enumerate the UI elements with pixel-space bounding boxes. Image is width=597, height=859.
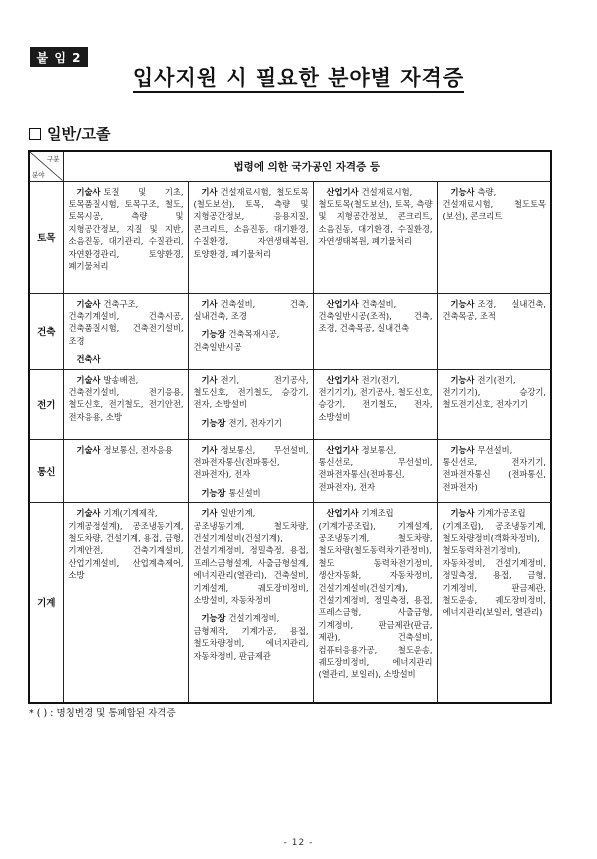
certificate-grade: 기사 <box>201 298 218 309</box>
certificate-grade: 기사 <box>201 374 218 385</box>
table-row <box>29 181 551 293</box>
certificate-list: 건축목재시공, 건축일반시공 <box>193 329 280 352</box>
table-row <box>29 503 551 703</box>
certificate-grade: 산업기사 <box>326 508 359 519</box>
certificate-group <box>194 374 309 411</box>
certificate-group <box>194 298 309 323</box>
certificate-grade: 기능장 <box>201 417 226 428</box>
header-corner-cell <box>29 151 63 181</box>
certificate-cell <box>63 439 188 503</box>
certificate-list: 건축설비, 건축일반시공(조적), 건축, 조경, 건축목공, 실내건축 <box>318 298 433 334</box>
table-row <box>29 439 551 503</box>
certificate-list: 발송배전, 건축전기설비, 전기응용, 철도신호, 전기철도, 전기안전, 전자응용, 소방 <box>68 374 184 422</box>
certificate-grade: 기능사 <box>450 444 475 455</box>
table-row <box>29 293 551 369</box>
certificate-group <box>194 444 309 481</box>
certificate-list: 건설재료시험, 철도토목(철도보선), 토목, 측량 및 지형공간정보, 응용지질, 콘크리트, 소음진동, 대기환경, 수질환경, 자연생태복원, 토양환경, 폐기물처리 <box>193 186 309 259</box>
table-row <box>29 369 551 439</box>
table-header-row <box>29 151 551 181</box>
certificate-list: 건설기계정비, 금형제작, 기계가공, 용접, 철도차량정비, 에너지관리, 자동차정비, 판금제관 <box>193 613 309 661</box>
certificate-grade: 기능장 <box>201 487 226 498</box>
header-title-cell: 법령에 의한 국가공인 자격증 등 <box>63 151 551 181</box>
field-cell: 토목 <box>29 181 63 293</box>
certificate-cell <box>63 369 188 439</box>
field-cell: 기계 <box>29 503 63 703</box>
certificate-list: 기계가공조립(기계조립), 공조냉동기계, 철도차량정비(객화차정비), 철도동력차전기정비), 자동차정비, 건설기계정비, 정밀측정, 용접, 금형, 기계정비, 판금제관, 철도운송, 궤도장비정비, 에너지관리(보일러, 열관리) <box>442 508 547 618</box>
certificate-list: 조경, 실내건축, 건축목공, 조적 <box>442 298 547 321</box>
certificate-cell <box>437 369 551 439</box>
section-label: 일반/고졸 <box>47 125 111 143</box>
certificate-group <box>194 328 309 353</box>
field-cell: 건축 <box>29 293 63 369</box>
certificate-grade: 산업기사 <box>326 298 359 309</box>
certificate-group <box>69 374 184 424</box>
field-cell: 통신 <box>29 439 63 503</box>
certificate-grade: 기사 <box>201 444 218 455</box>
certificate-group <box>319 444 433 494</box>
certificate-list: 기계조립(기계가공조립), 기계설계, 공조냉동기계, 철도차량, 철도차량(철도동력차기관정비), 철도 동력차전기정비, 생산자동화, 자동차정비, 건설기계설비(건설기계), 건설기계정비, 정밀측정, 용접, 프레스금형, 사출금형, 기계정비, 판금제관(판금, 제관), 건축설비, 컴퓨터응용가공, 철도운송, 궤도장비정비, 에너지관리(열관리, 보일러), 소방설비 <box>318 508 433 680</box>
certificate-group <box>319 298 433 335</box>
certificate-list: 통신설비 <box>228 487 261 498</box>
field-cell: 전기 <box>29 369 63 439</box>
certificate-table <box>28 150 552 704</box>
certificate-cell <box>313 503 437 703</box>
certificate-list: 일반기계, 공조냉동기계, 철도차량, 건설기계설비(건설기계), 건설기계정비, 정밀측정, 용접, 프레스금형설계, 사출금형설계, 에너지관리(열관리), 건축설비, 기계설계, 궤도장비정비, 소방설비, 자동차정비 <box>193 508 309 605</box>
certificate-list: 정보통신, 통신선로, 무선설비, 전파전자통신(전파통신, 전파전자), 전자 <box>318 444 433 492</box>
section-heading <box>29 123 110 144</box>
certificate-cell <box>313 181 437 293</box>
certificate-list: 토질 및 기초, 토목품질시험, 토목구조, 철도, 토목시공, 측량 및 지형공간정보, 지질 및 지반, 소음진동, 대기관리, 수질관리, 자연환경관리, 토양환경, 폐기물처리 <box>68 186 184 271</box>
certificate-grade: 기능사 <box>450 186 475 197</box>
certificate-cell <box>63 181 188 293</box>
certificate-group <box>319 507 433 681</box>
certificate-cell <box>437 293 551 369</box>
certificate-grade: 기술사 <box>76 186 101 197</box>
page-number: - 12 - <box>283 838 314 848</box>
certificate-group <box>69 353 184 365</box>
certificate-group <box>443 507 547 619</box>
certificate-grade: 기능장 <box>201 613 226 624</box>
page-title-text: 입사지원 시 필요한 분야별 자격증 <box>133 66 464 93</box>
footnote: * ( ) : 명칭변경 및 통폐합된 자격증 <box>29 708 176 719</box>
certificate-group <box>194 612 309 662</box>
certificate-grade: 기술사 <box>76 444 101 455</box>
corner-label-field: 분야 <box>32 170 45 179</box>
certificate-grade: 기능사 <box>450 374 475 385</box>
certificate-list: 기계(기계제작, 기계공정설계), 공조냉동기계, 철도차량, 건설기계, 용접, 금형, 기계안전, 건축기계설비, 산업기계설비, 산업계측제어, 소방 <box>68 508 184 581</box>
certificate-grade: 기능사 <box>450 298 475 309</box>
certificate-cell <box>437 503 551 703</box>
certificate-list: 전기(전기, 전기기기), 전기공사, 철도신호, 승강기, 전기철도, 전자, 소방설비 <box>318 374 433 422</box>
certificate-group <box>443 444 547 494</box>
certificate-cell <box>63 293 188 369</box>
attachment-badge: 붙 임 2 <box>30 47 88 67</box>
certificate-group <box>319 186 433 248</box>
certificate-grade: 기능장 <box>201 329 226 340</box>
certificate-grade: 기술사 <box>76 374 101 385</box>
certificate-list: 전기, 전자기기 <box>228 417 282 428</box>
certificate-group <box>69 507 184 581</box>
certificate-group <box>443 298 547 323</box>
certificate-group <box>69 444 184 456</box>
certificate-list: 정보통신, 무선설비, 전파전자통신(전파통신, 전파전자), 전자 <box>193 444 309 480</box>
certificate-list: 측량, 건설재료시험, 철도토목(보선), 콘크리트 <box>442 186 547 222</box>
certificate-list: 전기(전기, 전기기기), 승강기, 철도전기신호, 전자기기 <box>442 374 547 410</box>
certificate-cell <box>63 503 188 703</box>
certificate-grade: 기술사 <box>76 508 101 519</box>
checkbox-square-icon <box>29 128 41 140</box>
certificate-cell <box>188 181 313 293</box>
certificate-grade: 기사 <box>201 186 218 197</box>
certificate-list: 건축설비, 건축, 실내건축, 조경 <box>193 298 309 321</box>
certificate-cell <box>313 439 437 503</box>
certificate-grade: 기사 <box>201 508 218 519</box>
certificate-grade: 산업기사 <box>326 444 359 455</box>
certificate-group <box>69 186 184 273</box>
certificate-group <box>443 374 547 411</box>
certificate-grade: 기능사 <box>450 508 475 519</box>
certificate-list: 건설재료시험, 철도토목(철도보선), 토목, 측량 및 지형공간정보, 콘크리트, 소음진동, 대기환경, 수질환경, 자연생태복원, 폐기물처리 <box>318 186 433 247</box>
certificate-list: 정보통신, 전자응용 <box>103 444 173 455</box>
certificate-group <box>194 417 309 429</box>
certificate-grade: 기술사 <box>76 298 101 309</box>
certificate-cell <box>188 369 313 439</box>
certificate-cell <box>188 439 313 503</box>
certificate-group <box>319 374 433 424</box>
certificate-group <box>69 298 184 348</box>
certificate-cell <box>188 293 313 369</box>
certificate-cell <box>437 181 551 293</box>
table-body <box>29 181 551 703</box>
certificate-grade: 산업기사 <box>326 374 359 385</box>
certificate-group <box>194 487 309 499</box>
certificate-cell <box>437 439 551 503</box>
certificate-grade: 건축사 <box>76 354 101 365</box>
certificate-list: 건축구조, 건축기계설비, 건축시공, 건축품질시험, 건축전기설비, 조경 <box>68 298 184 346</box>
certificate-list: 전기, 전기공사, 철도신호, 전기철도, 승강기, 전자, 소방설비 <box>193 374 309 410</box>
certificate-group <box>194 507 309 606</box>
page-title <box>0 62 597 92</box>
certificate-group <box>194 186 309 260</box>
certificate-cell <box>313 369 437 439</box>
certificate-group <box>443 186 547 223</box>
certificate-grade: 산업기사 <box>326 186 359 197</box>
corner-label-category: 구분 <box>46 155 60 163</box>
certificate-cell <box>188 503 313 703</box>
certificate-cell <box>313 293 437 369</box>
certificate-list: 무선설비, 통신선로, 전자기기, 전파전자통신 (전파통신, 전파전자) <box>442 444 547 492</box>
